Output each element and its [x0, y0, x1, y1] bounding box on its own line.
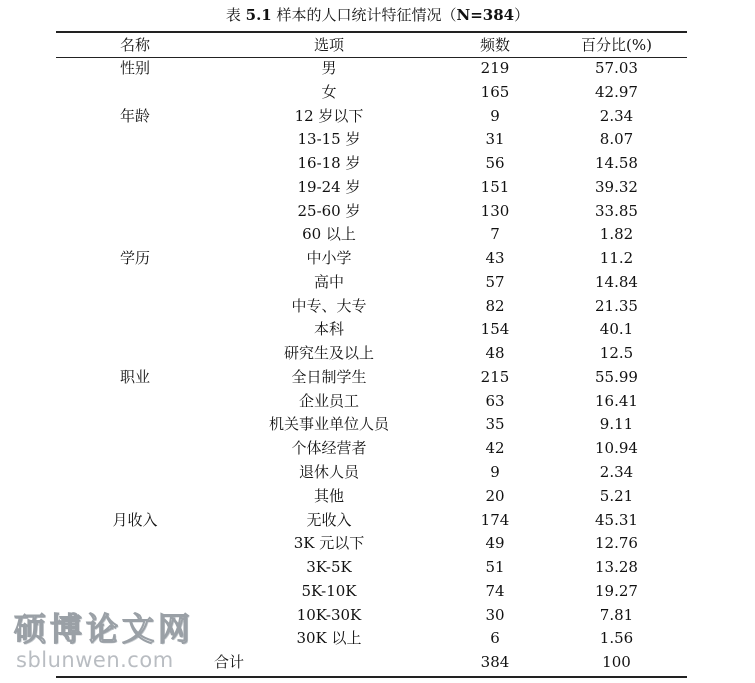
option-cell: 5K-10K	[301, 581, 357, 600]
total-row	[56, 651, 687, 675]
table-row	[56, 413, 687, 437]
table-row	[56, 580, 687, 604]
percent-cell: 16.41	[595, 391, 638, 410]
percent-cell: 9.11	[599, 415, 634, 434]
category-cell	[56, 152, 214, 176]
percent-cell: 2.34	[599, 463, 634, 482]
percent-cell: 14.84	[595, 272, 638, 291]
header-option: 选项	[313, 36, 344, 54]
frequency-cell: 154	[480, 320, 510, 339]
category-cell	[56, 342, 214, 366]
percent-cell: 12.5	[599, 344, 634, 363]
frequency-cell: 82	[485, 296, 505, 315]
table-row	[56, 152, 687, 176]
table-row	[56, 485, 687, 509]
frequency-cell: 219	[480, 59, 510, 77]
percent-cell: 11.2	[599, 249, 634, 268]
frequency-cell: 9	[490, 106, 500, 125]
percent-cell: 19.27	[595, 581, 638, 600]
option-cell: 25-60 岁	[297, 201, 361, 220]
option-cell: 16-18 岁	[297, 154, 361, 173]
frequency-cell: 151	[480, 177, 510, 196]
category-cell	[56, 413, 214, 437]
table-header-row	[56, 33, 687, 57]
frequency-cell: 43	[485, 249, 505, 268]
caption-prefix: 表	[225, 6, 246, 24]
table-row	[56, 390, 687, 414]
percent-cell: 45.31	[595, 510, 638, 529]
table-row	[56, 271, 687, 295]
percent-cell: 21.35	[595, 296, 638, 315]
table-row	[56, 176, 687, 200]
option-cell: 研究生及以上	[283, 344, 374, 363]
frequency-cell: 6	[490, 629, 500, 648]
table-row	[56, 627, 687, 651]
frequency-cell: 130	[480, 201, 510, 220]
frequency-cell: 35	[485, 415, 505, 434]
category-cell: 月收入	[112, 510, 158, 529]
option-cell: 中专、大专	[291, 296, 367, 315]
percent-cell: 2.34	[599, 106, 634, 125]
watermark-chinese: 硕博论文网	[14, 610, 195, 648]
table-row	[56, 81, 687, 105]
option-cell: 无收入	[306, 510, 352, 529]
table-row	[56, 200, 687, 224]
percent-cell: 7.81	[599, 605, 634, 624]
option-cell: 个体经营者	[291, 439, 367, 458]
option-cell: 高中	[313, 272, 344, 291]
table-row	[56, 128, 687, 152]
table-row	[56, 342, 687, 366]
option-cell: 退休人员	[298, 463, 359, 482]
total-frequency: 384	[480, 653, 510, 672]
category-cell	[56, 604, 214, 628]
percent-cell: 8.07	[599, 130, 634, 149]
table-row	[56, 318, 687, 342]
table-caption	[0, 4, 755, 26]
table-row	[56, 366, 687, 390]
option-cell: 全日制学生	[291, 367, 367, 386]
frequency-cell: 74	[485, 581, 505, 600]
table-row	[56, 437, 687, 461]
option-cell: 女	[321, 82, 337, 101]
option-cell: 60 以上	[302, 225, 356, 244]
percent-cell: 55.99	[595, 367, 638, 386]
percent-cell: 42.97	[595, 82, 638, 101]
table-row	[56, 247, 687, 271]
category-cell: 职业	[119, 367, 150, 386]
frequency-cell: 63	[485, 391, 505, 410]
frequency-cell: 30	[485, 605, 505, 624]
percent-cell: 1.56	[599, 629, 634, 648]
frequency-cell: 48	[485, 344, 505, 363]
option-cell: 企业员工	[298, 391, 359, 410]
option-cell: 10K-30K	[296, 605, 362, 624]
category-cell: 学历	[119, 249, 150, 268]
frequency-cell: 56	[485, 154, 505, 173]
category-cell	[56, 271, 214, 295]
frequency-cell: 7	[490, 225, 500, 244]
option-cell: 19-24 岁	[297, 177, 361, 196]
option-cell: 男	[321, 59, 337, 77]
option-cell: 12 岁以下	[294, 106, 364, 125]
category-cell	[56, 223, 214, 247]
header-frequency: 频数	[479, 36, 510, 54]
option-cell: 3K-5K	[306, 558, 352, 577]
percent-cell: 33.85	[595, 201, 638, 220]
category-cell	[56, 200, 214, 224]
percent-cell: 5.21	[599, 486, 634, 505]
category-cell: 性别	[119, 59, 150, 77]
header-name: 名称	[119, 36, 150, 54]
option-cell: 机关事业单位人员	[268, 415, 389, 434]
category-cell	[56, 627, 214, 651]
caption-close: ）	[514, 6, 530, 24]
table-row	[56, 509, 687, 533]
caption-title: 样本的人口统计特征情况（	[271, 6, 457, 24]
frequency-cell: 9	[490, 463, 500, 482]
table-row	[56, 532, 687, 556]
percent-cell: 39.32	[595, 177, 638, 196]
category-cell	[56, 295, 214, 319]
category-cell	[56, 437, 214, 461]
option-cell: 其他	[313, 486, 344, 505]
frequency-cell: 42	[485, 439, 505, 458]
category-cell	[56, 318, 214, 342]
frequency-cell: 31	[485, 130, 505, 149]
table-row	[56, 461, 687, 485]
watermark-site: sblunwen.com	[16, 648, 174, 672]
frequency-cell: 174	[480, 510, 510, 529]
category-cell	[56, 556, 214, 580]
frequency-cell: 215	[480, 367, 510, 386]
table-row	[56, 57, 687, 81]
caption-sample-size: N=384	[456, 6, 515, 24]
table-row	[56, 556, 687, 580]
frequency-cell: 20	[485, 486, 505, 505]
percent-cell: 14.58	[595, 154, 638, 173]
table-row	[56, 105, 687, 129]
category-cell	[56, 176, 214, 200]
percent-cell: 12.76	[595, 534, 638, 553]
table-body	[56, 57, 687, 675]
table-row	[56, 223, 687, 247]
option-cell: 13-15 岁	[297, 130, 361, 149]
table-bottom-rule	[56, 676, 687, 678]
category-cell	[56, 81, 214, 105]
category-cell: 年龄	[119, 106, 150, 125]
percent-cell: 1.82	[599, 225, 634, 244]
category-cell	[56, 580, 214, 604]
table-row	[56, 604, 687, 628]
category-cell	[56, 532, 214, 556]
option-cell: 30K 以上	[296, 629, 362, 648]
header-percent: 百分比(%)	[581, 36, 652, 54]
option-cell: 本科	[313, 320, 344, 339]
category-cell	[56, 485, 214, 509]
caption-number: 5.1	[245, 6, 272, 24]
frequency-cell: 49	[485, 534, 505, 553]
table-row	[56, 295, 687, 319]
percent-cell: 13.28	[595, 558, 638, 577]
option-cell: 3K 元以下	[293, 534, 365, 553]
total-label: 合计	[214, 653, 245, 672]
percent-cell: 40.1	[599, 320, 634, 339]
category-cell	[56, 128, 214, 152]
category-cell	[56, 461, 214, 485]
demographics-table	[56, 33, 687, 675]
total-percent: 100	[602, 653, 631, 672]
option-cell: 中小学	[306, 249, 352, 268]
percent-cell: 10.94	[595, 439, 638, 458]
frequency-cell: 165	[480, 82, 510, 101]
category-cell	[56, 390, 214, 414]
frequency-cell: 57	[485, 272, 505, 291]
frequency-cell: 51	[485, 558, 505, 577]
percent-cell: 57.03	[595, 59, 638, 77]
